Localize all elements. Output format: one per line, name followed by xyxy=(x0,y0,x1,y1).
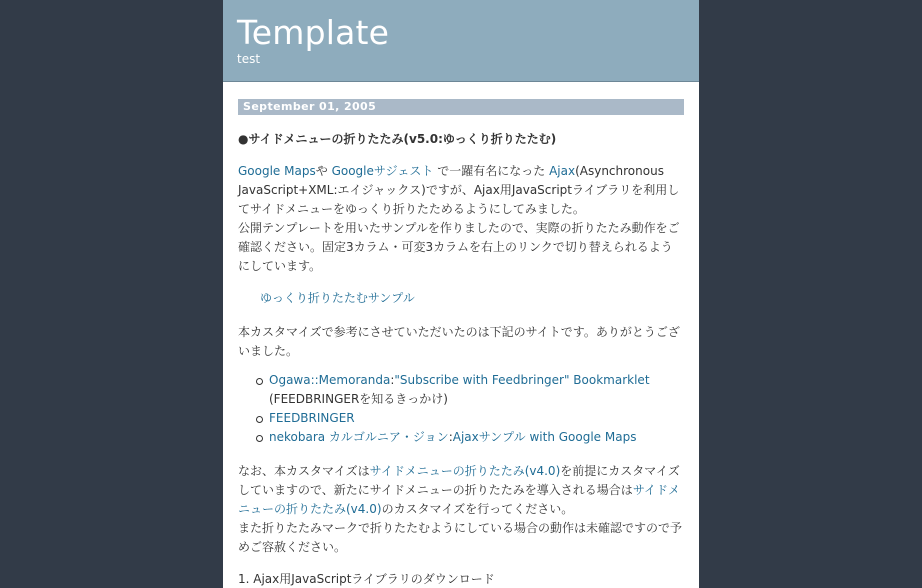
feedbringer-link[interactable]: FEEDBRINGER xyxy=(269,411,355,425)
note-text-3: のカスタマイズを行ってください。 xyxy=(381,502,574,516)
reference-list xyxy=(238,371,684,447)
note-text-1: なお、本カスタマイズは xyxy=(238,464,370,478)
step-1-heading: 1. Ajax用JavaScriptライブラリのダウンロード xyxy=(238,572,495,586)
feedbringer-bookmarklet-link[interactable]: "Subscribe with Feedbringer" Bookmarklet xyxy=(394,373,650,387)
note-text-2: を前提にカスタマイズしていますので、新たにサイドメニューの折りたたみを導入される場合は xyxy=(238,464,680,497)
refs-intro: 本カスタマイズで参考にさせていただいたのは下記のサイトです。ありがとうございました。 xyxy=(238,325,680,358)
intro-text-2: で一躍有名になった xyxy=(437,164,546,178)
intro-text-3: (Asynchronous JavaScript+XML:エイジャックス)ですが、Ajax用JavaScriptライブラリを利用してサイドメニューをゆっくり折りたためるようにしてみました。 xyxy=(238,164,680,216)
intro-text-1: や xyxy=(315,164,328,178)
intro-text-4: 公開テンプレートを用いたサンプルを作りましたので、実際の折りたたみ動作をご確認ください。固定3カラム・可変3カラムを右上のリンクで切り替えられるようにしています。 xyxy=(238,221,680,273)
sidemenu-v4-link-1[interactable]: サイドメニューの折りたたみ(v4.0) xyxy=(369,464,561,478)
google-maps-link[interactable]: Google Maps xyxy=(238,164,316,178)
list-item xyxy=(256,409,684,428)
blog-description: test xyxy=(237,52,261,66)
blog-header xyxy=(223,0,699,82)
list-item xyxy=(256,371,684,409)
blog-page xyxy=(223,0,699,588)
sample-line xyxy=(238,289,684,308)
note-text-4: また折りたたみマークで折りたたむようにしている場合の動作は未確認ですので予めご容赦ください。 xyxy=(238,521,683,554)
list-item xyxy=(256,428,684,447)
reference-note: (FEEDBRINGERを知るきっかけ) xyxy=(269,392,448,406)
nekobara-link[interactable]: nekobara カルゴルニア・ジョン xyxy=(269,430,449,444)
google-suggest-link[interactable]: Googleサジェスト xyxy=(331,164,434,178)
sample-link[interactable]: ゆっくり折りたたむサンプル xyxy=(260,291,415,305)
sidemenu-v4-link-2[interactable]: サイドメニューの折りたたみ(v4.0) xyxy=(238,483,680,516)
ajax-link[interactable]: Ajax xyxy=(549,164,576,178)
ajax-sample-google-maps-link[interactable]: Ajaxサンプル with Google Maps xyxy=(452,430,637,444)
blog-title[interactable]: Template xyxy=(237,13,390,52)
note-paragraph xyxy=(238,462,684,557)
ogawa-memoranda-link[interactable]: Ogawa::Memoranda xyxy=(269,373,391,387)
intro-paragraph xyxy=(238,162,684,276)
separator: : xyxy=(390,373,395,387)
post-content xyxy=(223,82,699,588)
date-header: September 01, 2005 xyxy=(238,99,684,115)
post-title: ●サイドメニューの折りたたみ(v5.0:ゆっくり折りたたむ) xyxy=(238,132,557,146)
separator: : xyxy=(448,430,453,444)
